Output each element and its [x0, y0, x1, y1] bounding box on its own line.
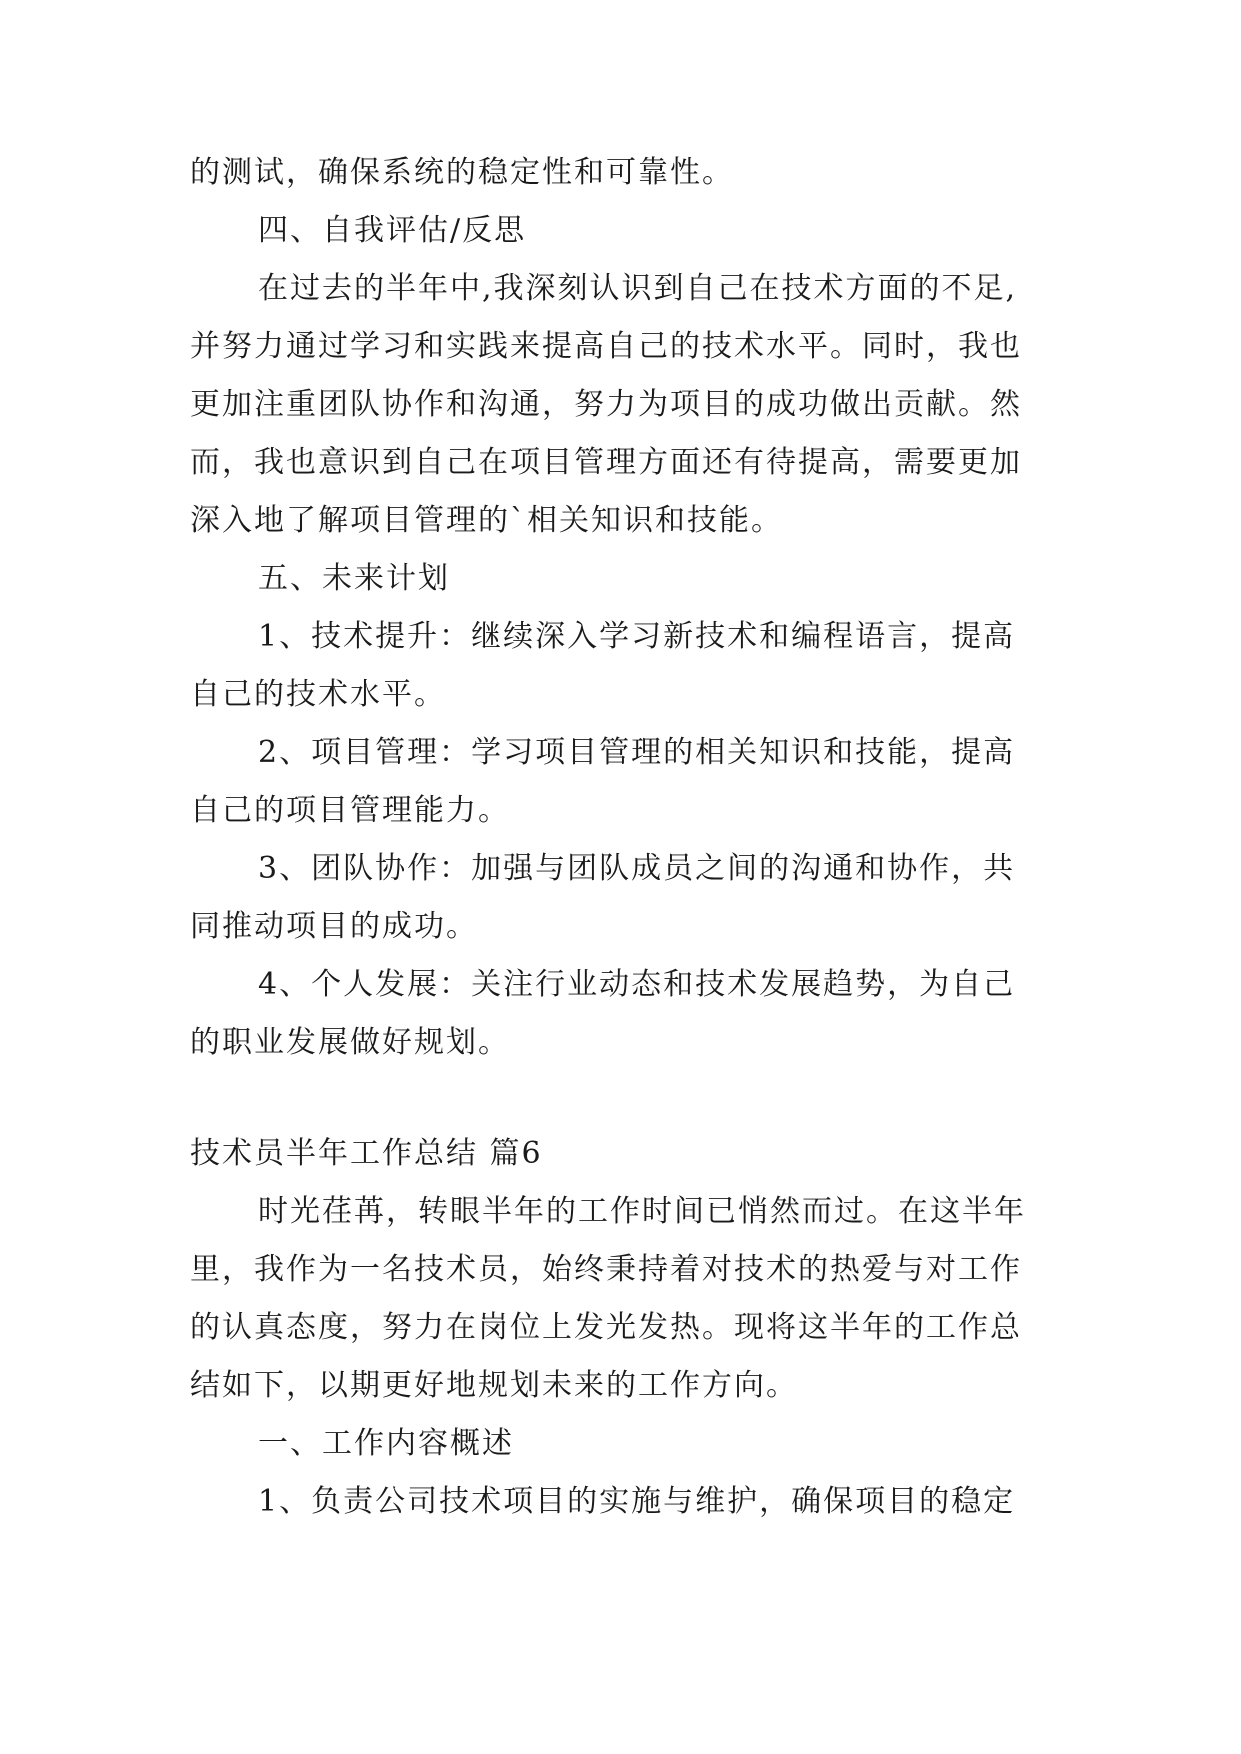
text-line: 自己的技术水平。	[190, 677, 446, 712]
text-line: 时光荏苒，转眼半年的工作时间已悄然而过。在这半年	[258, 1194, 1026, 1229]
text-line: 里，我作为一名技术员，始终秉持着对技术的热爱与对工作	[190, 1252, 1022, 1287]
text-line: 的测试，确保系统的稳定性和可靠性。	[190, 155, 734, 190]
text-line: 的认真态度，努力在岗位上发光发热。现将这半年的工作总	[190, 1310, 1022, 1345]
article-title: 技术员半年工作总结 篇6	[190, 1136, 543, 1171]
text-line: 自己的项目管理能力。	[190, 793, 510, 828]
list-item: 1、负责公司技术项目的实施与维护，确保项目的稳定	[258, 1484, 1016, 1519]
text-line: 更加注重团队协作和沟通，努力为项目的成功做出贡献。然	[190, 387, 1022, 422]
list-item: 2、项目管理：学习项目管理的相关知识和技能，提高	[258, 735, 1016, 770]
text-line: 并努力通过学习和实践来提高自己的技术水平。同时，我也	[190, 329, 1022, 364]
list-item: 1、技术提升：继续深入学习新技术和编程语言，提高	[258, 619, 1016, 654]
list-item: 4、个人发展：关注行业动态和技术发展趋势，为自己	[258, 967, 1016, 1002]
list-item: 3、团队协作：加强与团队成员之间的沟通和协作，共	[258, 851, 1016, 886]
text-line: 在过去的半年中,我深刻认识到自己在技术方面的不足,	[258, 271, 1018, 306]
section-heading: 五、未来计划	[258, 561, 450, 596]
section-heading: 一、工作内容概述	[258, 1426, 514, 1461]
text-line: 同推动项目的成功。	[190, 909, 478, 944]
section-heading: 四、自我评估/反思	[258, 213, 527, 248]
text-line: 而，我也意识到自己在项目管理方面还有待提高，需要更加	[190, 445, 1022, 480]
text-line: 深入地了解项目管理的`相关知识和技能。	[190, 503, 783, 538]
text-line: 的职业发展做好规划。	[190, 1025, 510, 1060]
text-line: 结如下，以期更好地规划未来的工作方向。	[190, 1368, 798, 1403]
